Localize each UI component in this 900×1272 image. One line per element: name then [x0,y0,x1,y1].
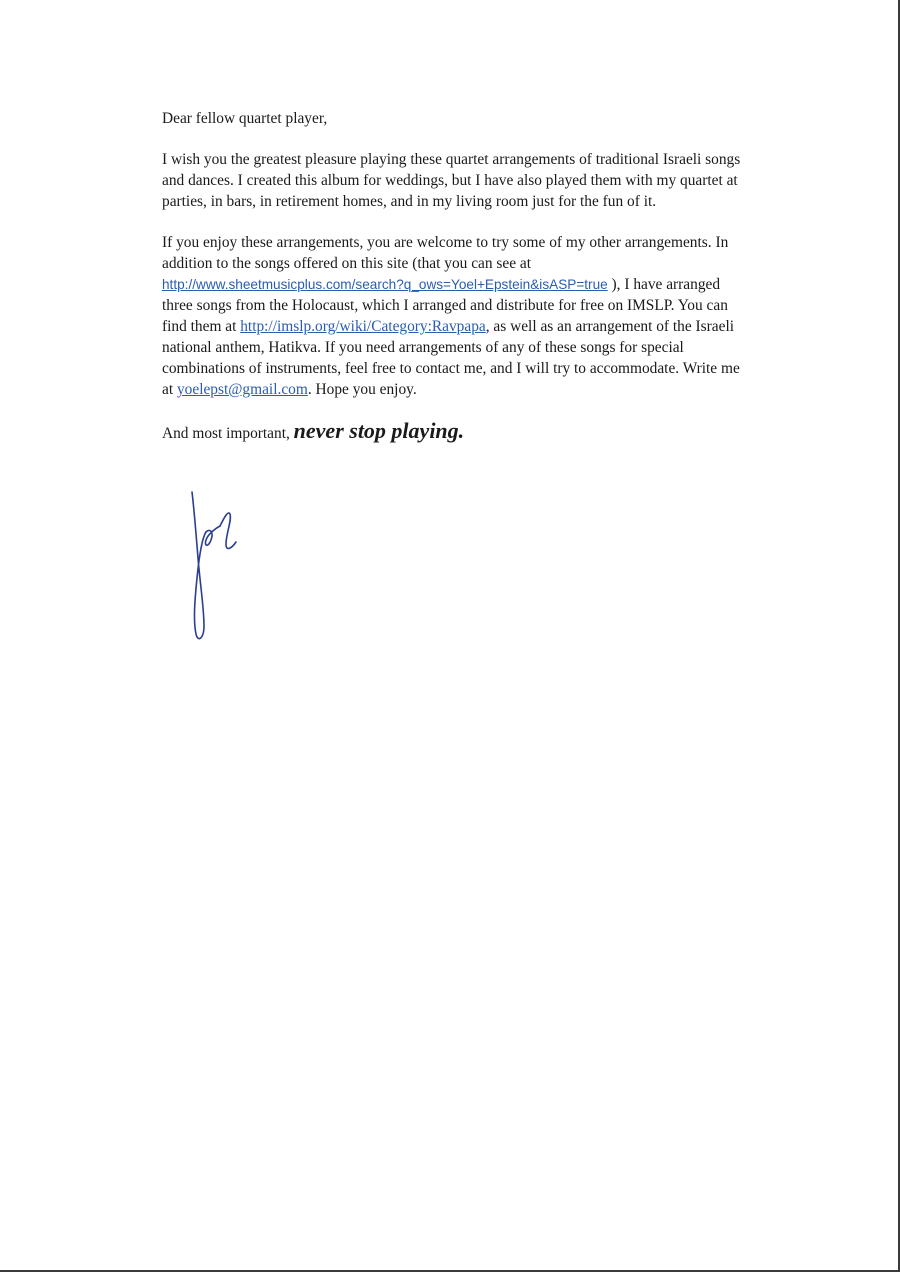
greeting: Dear fellow quartet player, [162,110,328,127]
closing-prefix: And most important, [162,425,294,442]
paragraph-text-4: . Hope you enjoy. [307,381,417,398]
paragraph-arrangements [162,232,742,400]
signature-stroke-oe [205,526,220,545]
imslp-link[interactable]: http://imslp.org/wiki/Category:Ravpapa [240,318,486,335]
closing-emphasis: never stop playing. [293,418,465,443]
paragraph-text-3: , as well as an arrangement of the Israeli national anthem, Hatikva. If you need arrangements of any of these songs for special combinations of instruments, feel free to contact me, and I will try to accommodate. Write me at [162,318,740,398]
paragraph-text-2: ), I have arranged three songs from the Holocaust, which I arranged and distribute for free on IMSLP. You can find them at [162,276,728,335]
letter-body [162,108,742,464]
paragraph-intro: I wish you the greatest pleasure playing these quartet arrangements of traditional Israeli songs and dances. I created this album for weddings, but I have also played them with my quartet at parties, in bars, in retirement homes, and in my living room just for the fun of it. [162,151,741,210]
signature-stroke-j [192,492,206,639]
email-link[interactable]: yoelepst@gmail.com [176,381,308,398]
handwritten-signature [180,488,250,648]
paragraph-text-1: If you enjoy these arrangements, you are welcome to try some of my other arrangements. In addition to the songs offered on this site (that you can see at [162,234,729,272]
sheetmusicplus-link[interactable]: http://www.sheetmusicplus.com/search?q_ows=Yoel+Epstein&isASP=true [162,277,608,292]
signature-stroke-l [220,513,236,549]
closing-line [162,420,742,444]
